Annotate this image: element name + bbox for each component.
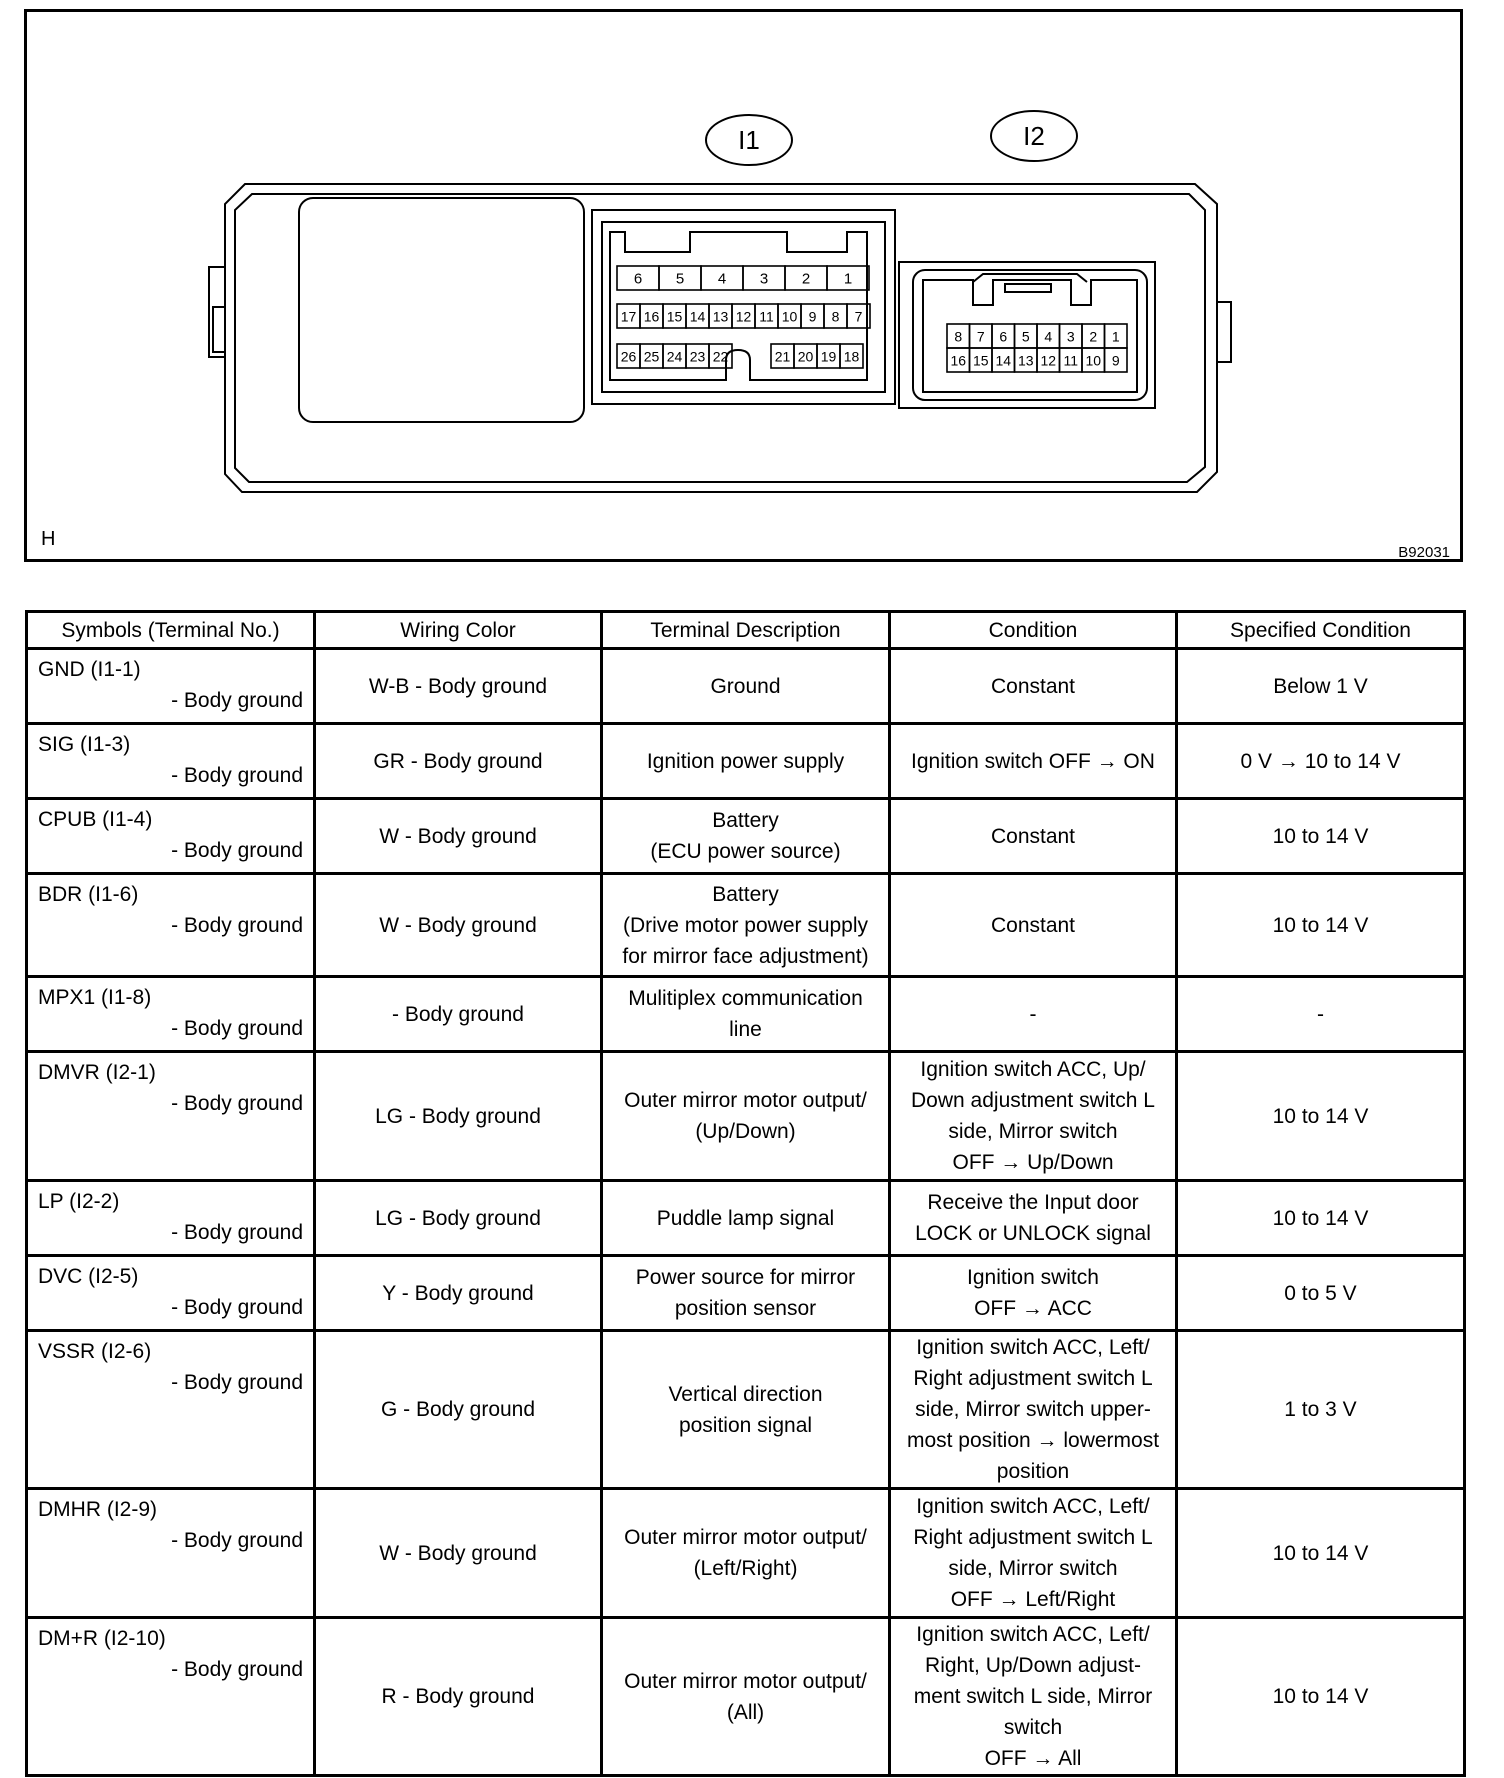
pin-number: 10: [1085, 352, 1102, 369]
table-row: [27, 649, 1465, 724]
terminal-symbol-ground: - Body ground: [171, 1529, 303, 1552]
condition-line: OFF → ACC: [974, 1297, 1092, 1320]
pin-number: 13: [1017, 352, 1034, 369]
condition-line: side, Mirror switch: [948, 1557, 1118, 1580]
pin-number: 6: [999, 328, 1008, 345]
pin-number: 21: [774, 348, 791, 365]
terminal-symbol-ground: - Body ground: [171, 1658, 303, 1681]
cell-condition: [890, 649, 1177, 724]
cell-specified-condition: 10 to 14 V: [1177, 799, 1465, 874]
condition-line: Constant: [990, 824, 1076, 848]
pin-number: 9: [808, 308, 817, 325]
condition-line: Right adjustment switch L: [913, 1367, 1153, 1390]
cell-symbol: [27, 1331, 315, 1489]
condition-line: OFF → All: [984, 1747, 1082, 1770]
description-line: Battery: [712, 882, 779, 906]
cell-description: [602, 1331, 890, 1489]
cell-wiring-color: W - Body ground: [315, 1489, 602, 1618]
pin-number: 16: [950, 352, 967, 369]
cell-wiring-color: LG - Body ground: [315, 1052, 602, 1181]
condition-line: Constant: [990, 913, 1076, 937]
pin-number: 13: [712, 308, 729, 325]
pin-number: 11: [759, 308, 774, 325]
description-line: for mirror face adjustment): [622, 944, 869, 968]
pin-number: 12: [735, 308, 752, 325]
terminal-symbol: DVC (I2-5): [38, 1265, 139, 1288]
condition-line: LOCK or UNLOCK signal: [915, 1222, 1151, 1245]
pin-number: 14: [689, 308, 706, 325]
condition-line: Ignition switch ACC, Left/: [916, 1336, 1150, 1359]
pin-number: 22: [712, 348, 729, 365]
table-row: [27, 1052, 1465, 1181]
terminal-table: [25, 610, 1466, 1777]
callout-i2-label: I2: [1023, 121, 1045, 151]
cell-description: [602, 649, 890, 724]
pin-number: 1: [1111, 328, 1120, 345]
cell-wiring-color: G - Body ground: [315, 1331, 602, 1489]
pin-number: 1: [843, 270, 853, 288]
cell-wiring-color: W - Body ground: [315, 799, 602, 874]
description-line: (Up/Down): [695, 1120, 796, 1143]
cell-wiring-color: LG - Body ground: [315, 1181, 602, 1256]
cell-specified-condition: 10 to 14 V: [1177, 1618, 1465, 1776]
cell-wiring-color: - Body ground: [315, 977, 602, 1052]
condition-line: OFF → Up/Down: [952, 1151, 1114, 1174]
right-mount-tab: [1217, 302, 1231, 362]
description-line: line: [729, 1018, 762, 1041]
description-line: Ignition power supply: [646, 749, 845, 773]
cell-symbol: [27, 799, 315, 874]
terminal-symbol-ground: - Body ground: [171, 689, 303, 712]
header-terminal-description: Terminal Description: [602, 612, 890, 649]
pin-number: 14: [995, 352, 1012, 369]
pin-number: 5: [675, 270, 685, 288]
terminal-symbol: SIG (I1-3): [38, 733, 131, 756]
cell-description: [602, 1618, 890, 1776]
pin-number: 6: [633, 270, 643, 288]
terminal-symbol-ground: - Body ground: [171, 1017, 303, 1040]
condition-line: -: [1029, 1002, 1037, 1026]
description-line: position signal: [678, 1413, 813, 1437]
pin-number: 11: [1063, 352, 1079, 369]
condition-line: Down adjustment switch L: [911, 1089, 1155, 1112]
pin-number: 24: [666, 348, 683, 365]
terminal-symbol-ground: - Body ground: [171, 1221, 303, 1244]
figure-code: B92031: [1398, 544, 1450, 561]
description-line: Battery: [712, 809, 779, 832]
condition-line: position: [996, 1460, 1070, 1483]
cell-description: [602, 724, 890, 799]
corner-label: H: [41, 528, 56, 550]
terminal-symbol-ground: - Body ground: [171, 914, 303, 937]
terminal-symbol: DMVR (I2-1): [38, 1061, 156, 1084]
terminal-symbol: GND (I1-1): [38, 658, 141, 681]
cell-specified-condition: 10 to 14 V: [1177, 1181, 1465, 1256]
pin-number: 15: [972, 352, 989, 369]
description-line: Ground: [710, 674, 781, 698]
cell-condition: [890, 1331, 1177, 1489]
cell-description: [602, 1489, 890, 1618]
cell-description: [602, 1052, 890, 1181]
pin-number: 12: [1040, 352, 1057, 369]
description-line: Vertical direction: [668, 1382, 823, 1406]
cell-condition: [890, 1618, 1177, 1776]
cell-condition: [890, 1489, 1177, 1618]
description-line: (Drive motor power supply: [622, 913, 869, 937]
cell-symbol: [27, 874, 315, 977]
condition-line: Constant: [990, 674, 1076, 698]
condition-line: Right adjustment switch L: [913, 1526, 1153, 1549]
pin-number: 19: [820, 348, 837, 365]
condition-line: Ignition switch: [967, 1266, 1099, 1289]
cell-condition: [890, 874, 1177, 977]
terminal-symbol: CPUB (I1-4): [38, 808, 153, 831]
condition-line: switch: [1003, 1716, 1063, 1739]
header-specified-condition: Specified Condition: [1177, 612, 1465, 649]
cell-specified-condition: 10 to 14 V: [1177, 1489, 1465, 1618]
pin-number: 5: [1021, 328, 1030, 345]
pin-number: 9: [1111, 352, 1120, 369]
cell-symbol: [27, 1052, 315, 1181]
terminal-symbol: MPX1 (I1-8): [38, 986, 152, 1009]
cell-description: [602, 1181, 890, 1256]
table-row: [27, 724, 1465, 799]
cell-symbol: [27, 649, 315, 724]
pin-number: 3: [1066, 328, 1075, 345]
cell-specified-condition: Below 1 V: [1177, 649, 1465, 724]
ecu-connector-drawing: [27, 12, 1460, 559]
terminal-symbol-ground: - Body ground: [171, 1371, 303, 1394]
cell-condition: [890, 724, 1177, 799]
cell-condition: [890, 1052, 1177, 1181]
cell-specified-condition: -: [1177, 977, 1465, 1052]
cell-condition: [890, 1181, 1177, 1256]
description-line: Puddle lamp signal: [656, 1206, 835, 1230]
left-mount-tab: [209, 267, 225, 357]
pin-number: 16: [643, 308, 660, 325]
pin-number: 17: [620, 308, 637, 325]
condition-line: Ignition switch ACC, Left/: [916, 1623, 1150, 1646]
cell-specified-condition: 10 to 14 V: [1177, 1052, 1465, 1181]
pin-number: 4: [717, 270, 727, 288]
terminal-symbol-ground: - Body ground: [171, 1296, 303, 1319]
description-line: Outer mirror motor output/: [624, 1526, 867, 1549]
terminal-symbol-ground: - Body ground: [171, 1092, 303, 1115]
description-line: position sensor: [674, 1297, 817, 1320]
terminal-symbol: VSSR (I2-6): [38, 1340, 152, 1363]
cell-wiring-color: GR - Body ground: [315, 724, 602, 799]
pin-number: 4: [1044, 328, 1053, 345]
cell-condition: [890, 977, 1177, 1052]
condition-line: Right, Up/Down adjust-: [925, 1654, 1141, 1677]
pin-number: 26: [620, 348, 637, 365]
callout-i1-label: I1: [738, 125, 760, 155]
pin-number: 10: [781, 308, 798, 325]
pin-number: 2: [1089, 328, 1098, 345]
condition-line: ment switch L side, Mirror: [913, 1685, 1153, 1708]
terminal-symbol-ground: - Body ground: [171, 764, 303, 787]
terminal-symbol: BDR (I1-6): [38, 883, 139, 906]
description-line: (ECU power source): [650, 840, 841, 863]
description-line: (All): [726, 1700, 765, 1724]
header-condition: Condition: [890, 612, 1177, 649]
cell-specified-condition: 0 to 5 V: [1177, 1256, 1465, 1331]
terminal-symbol-ground: - Body ground: [171, 839, 303, 862]
terminal-symbol: DMHR (I2-9): [38, 1498, 157, 1521]
cell-specified-condition: 10 to 14 V: [1177, 874, 1465, 977]
condition-line: OFF → Left/Right: [950, 1588, 1116, 1611]
cell-symbol: [27, 724, 315, 799]
description-line: Outer mirror motor output/: [624, 1089, 867, 1112]
cell-condition: [890, 1256, 1177, 1331]
table-row: [27, 874, 1465, 977]
pin-number: 7: [854, 308, 863, 325]
cell-symbol: [27, 1256, 315, 1331]
pin-number: 15: [666, 308, 683, 325]
cell-symbol: [27, 977, 315, 1052]
description-line: Power source for mirror: [635, 1266, 856, 1289]
table-row: [27, 977, 1465, 1052]
cell-wiring-color: Y - Body ground: [315, 1256, 602, 1331]
condition-line: side, Mirror switch upper-: [915, 1398, 1151, 1421]
pin-number: 3: [759, 270, 769, 288]
cell-description: [602, 977, 890, 1052]
pin-number: 20: [797, 348, 814, 365]
table-row: [27, 1331, 1465, 1489]
table-row: [27, 1256, 1465, 1331]
condition-line: Ignition switch OFF → ON: [911, 749, 1155, 773]
condition-line: side, Mirror switch: [948, 1120, 1118, 1143]
table-header-row: [27, 612, 1465, 649]
pin-number: 25: [643, 348, 660, 365]
cell-description: [602, 874, 890, 977]
table-row: [27, 1489, 1465, 1618]
cell-wiring-color: R - Body ground: [315, 1618, 602, 1776]
condition-line: Receive the Input door: [927, 1191, 1139, 1214]
cell-symbol: [27, 1181, 315, 1256]
pin-number: 18: [843, 348, 860, 365]
pin-number: 8: [831, 308, 840, 325]
table-row: [27, 799, 1465, 874]
cell-specified-condition: 0 V → 10 to 14 V: [1177, 724, 1465, 799]
cell-wiring-color: W - Body ground: [315, 874, 602, 977]
cell-wiring-color: W-B - Body ground: [315, 649, 602, 724]
terminal-symbol: LP (I2-2): [38, 1190, 120, 1213]
cell-description: [602, 799, 890, 874]
cell-condition: [890, 799, 1177, 874]
description-line: Mulitiplex communication: [628, 987, 863, 1010]
pin-number: 2: [801, 270, 811, 288]
cell-symbol: [27, 1489, 315, 1618]
header-symbols: Symbols (Terminal No.): [27, 612, 315, 649]
blank-cover: [299, 198, 584, 422]
pin-number: 8: [954, 328, 963, 345]
terminal-symbol: DM+R (I2-10): [38, 1627, 166, 1650]
i1-housing: [592, 210, 895, 404]
header-wiring-color: Wiring Color: [315, 612, 602, 649]
cell-specified-condition: 1 to 3 V: [1177, 1331, 1465, 1489]
condition-line: Ignition switch ACC, Up/: [920, 1058, 1146, 1081]
pin-number: 7: [976, 328, 985, 345]
table-row: [27, 1181, 1465, 1256]
cell-symbol: [27, 1618, 315, 1776]
cell-description: [602, 1256, 890, 1331]
description-line: (Left/Right): [693, 1557, 798, 1580]
condition-line: most position → lowermost: [906, 1429, 1160, 1452]
condition-line: Ignition switch ACC, Left/: [916, 1495, 1150, 1518]
connector-diagram: [24, 9, 1463, 562]
table-row: [27, 1618, 1465, 1776]
description-line: Outer mirror motor output/: [624, 1669, 867, 1693]
pin-number: 23: [689, 348, 706, 365]
